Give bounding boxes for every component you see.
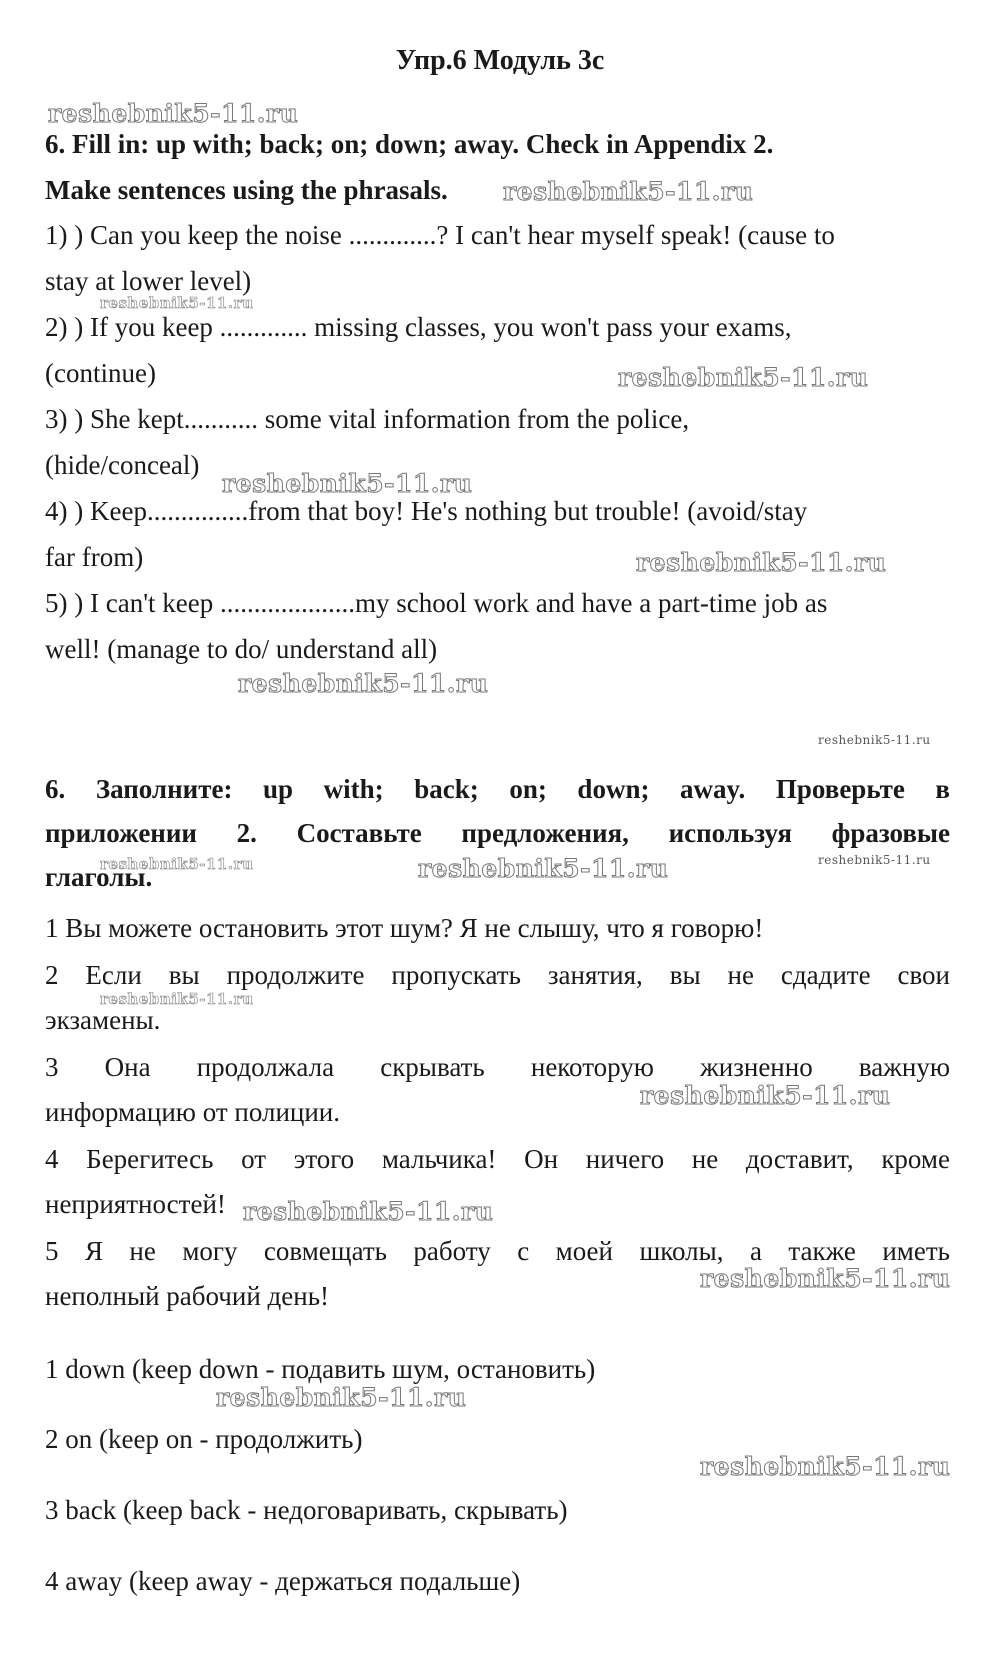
ru-item-5-line2: неполный рабочий день! [45,1281,330,1311]
watermark: reshebnik5-11.ru [100,294,254,312]
ru-item-2-line2: экзамены. [45,1005,161,1035]
answer-1: 1 down (keep down - подавить шум, остановить) [45,1354,596,1384]
en-item-4-line1: 4) ) Keep...............from that boy! He's nothing but trouble! (avoid/stay [45,496,808,526]
en-item-2-line1: 2) ) If you keep ............. missing classes, you won't pass your exams, [45,312,792,342]
watermark: reshebnik5-11.ru [618,363,869,392]
watermark: reshebnik5-11.ru [818,733,931,747]
en-item-5-line2: well! (manage to do/ understand all) [45,634,438,664]
ru-item-5-line1: 5 Я не могу совмещать работу с моей школы, а также иметь [45,1236,950,1266]
en-item-3-line1: 3) ) She kept........... some vital information from the police, [45,404,690,434]
en-item-1-line1: 1) ) Can you keep the noise .............? I can't hear myself speak! (cause to [45,220,835,250]
ru-task-heading-line2: приложении 2. Составьте предложения, используя фразовые [45,818,950,848]
watermark: reshebnik5-11.ru [640,1081,891,1110]
watermark: reshebnik5-11.ru [700,1452,951,1481]
ru-task-heading-line1: 6. Заполните: up with; back; on; down; away. Проверьте в [45,774,950,804]
watermark: reshebnik5-11.ru [818,853,931,867]
answer-2: 2 on (keep on - продолжить) [45,1424,363,1454]
en-item-3-line2: (hide/conceal) [45,450,200,480]
ru-item-1-line1: 1 Вы можете остановить этот шум? Я не слышу, что я говорю! [45,913,764,943]
ru-task-heading-line3: глаголы. [45,862,153,892]
watermark: reshebnik5-11.ru [243,1197,494,1226]
watermark: reshebnik5-11.ru [222,469,473,498]
watermark: reshebnik5-11.ru [503,177,754,206]
ru-item-4-line1: 4 Берегитесь от этого мальчика! Он ничего не доставит, кроме [45,1144,950,1174]
en-item-1-line2: stay at lower level) [45,266,252,296]
en-item-4-line2: far from) [45,542,144,572]
ru-item-4-line2: неприятностей! [45,1189,226,1219]
watermark: reshebnik5-11.ru [636,548,887,577]
ru-item-3-line2: информацию от полиции. [45,1097,340,1127]
ru-item-2-line1: 2 Если вы продолжите пропускать занятия, вы не сдадите свои [45,960,950,990]
en-item-2-line2: (continue) [45,358,156,388]
page-title: Упр.6 Модуль 3с [395,45,605,76]
watermark: reshebnik5-11.ru [100,990,254,1008]
watermark: reshebnik5-11.ru [418,854,669,883]
en-item-5-line1: 5) ) I can't keep ....................my school work and have a part-time job as [45,588,828,618]
answer-3: 3 back (keep back - недоговаривать, скрывать) [45,1495,568,1525]
en-task-heading-line2: Make sentences using the phrasals. [45,175,448,205]
answer-4: 4 away (keep away - держаться подальше) [45,1566,521,1596]
en-task-heading-line1: 6. Fill in: up with; back; on; down; away. Check in Appendix 2. [45,129,774,159]
watermark: reshebnik5-11.ru [216,1383,467,1412]
watermark: reshebnik5-11.ru [700,1264,951,1293]
watermark: reshebnik5-11.ru [48,99,299,128]
watermark: reshebnik5-11.ru [238,669,489,698]
ru-item-3-line1: 3 Она продолжала скрывать некоторую жизненно важную [45,1052,950,1082]
watermark: reshebnik5-11.ru [100,855,254,873]
